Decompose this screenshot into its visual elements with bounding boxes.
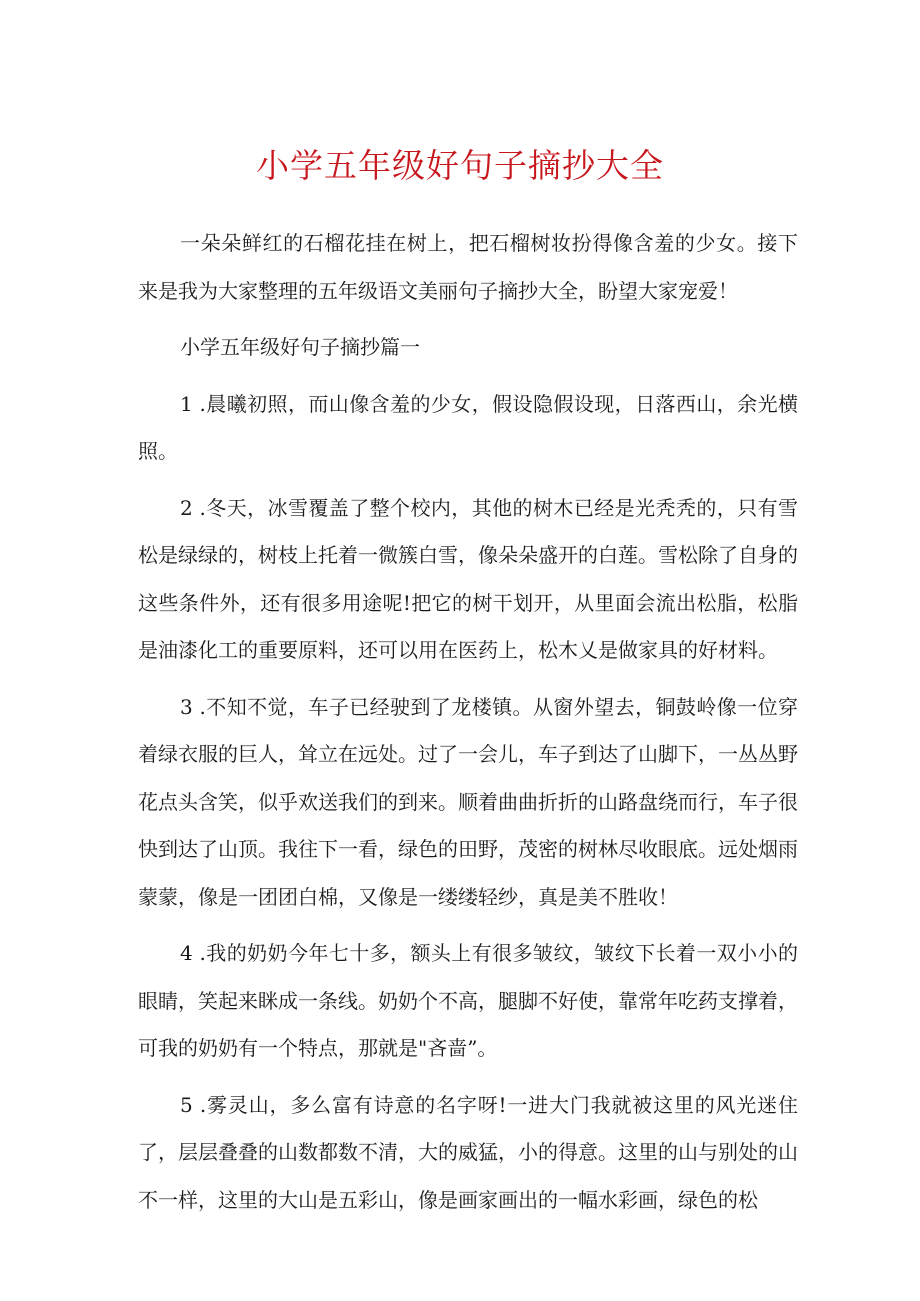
item-text: .冬天，冰雪覆盖了整个校内，其他的树木已经是光秃秃的，只有雪松是绿绿的，树枝上托着一微簇白雪，像朵朵盛开的白莲。雪松除了自身的这些条件外，还有很多用途呢!把它的树干划开，从里面会流出松脂，松脂是油漆化工的重要原料，还可以用在医药上，松木乂是做家具的好材料。 — [138, 495, 798, 662]
document-body — [138, 220, 798, 1233]
item-text: .晨曦初照，而山像含羞的少女，假设隐假设现，日落西山，余光横照。 — [138, 391, 798, 463]
item-number: 3 — [180, 694, 193, 719]
list-item — [138, 684, 798, 922]
item-text: .不知不觉，车子已经驶到了龙楼镇。从窗外望去，铜鼓岭像一位穿着绿衣服的巨人，耸立在远处。过了一会儿，车子到达了山脚下，一丛丛野花点头含笑，似乎欢送我们的到来。顺着曲曲折折的山路盘绕而行，车子很快到达了山顶。我往下一看，绿色的田野，茂密的树林尽收眼底。远处烟雨蒙蒙，像是一团团白棉，又像是一缕缕轻纱，真是美不胜收！ — [138, 694, 798, 909]
section-heading: 小学五年级好句子摘抄篇一 — [180, 335, 420, 359]
document-title: 小学五年级好句子摘抄大全 — [256, 146, 664, 185]
list-item — [138, 381, 798, 476]
list-item — [138, 1082, 798, 1225]
list-item — [138, 485, 798, 675]
item-number: 1 — [180, 391, 193, 416]
item-number: 2 — [180, 495, 193, 520]
intro-paragraph: 一朵朵鲜红的石榴花挂在树上，把石榴树妆扮得像含羞的少女。接下来是我为大家整理的五年级语文美丽句子摘抄大全，盼望大家宠爱！ — [138, 231, 798, 303]
item-text: .雾灵山，多么富有诗意的名字呀!一进大门我就被这里的风光迷住了，层层叠叠的山数都数不清，大的威猛，小的得意。这里的山与别处的山不一样，这里的大山是五彩山，像是画家画出的一幅水彩画，绿色的松 — [138, 1092, 798, 1212]
item-text: .我的奶奶今年七十多，额头上有很多皱纹，皱纹下长着一双小小的眼睛，笑起来眯成一条线。奶奶个不高，腿脚不好使，靠常年吃药支撑着，可我的奶奶有一个特点，那就是"吝啬”。 — [138, 941, 798, 1060]
item-number: 5 — [180, 1092, 193, 1117]
item-number: 4 — [180, 941, 193, 965]
list-item — [138, 930, 798, 1073]
